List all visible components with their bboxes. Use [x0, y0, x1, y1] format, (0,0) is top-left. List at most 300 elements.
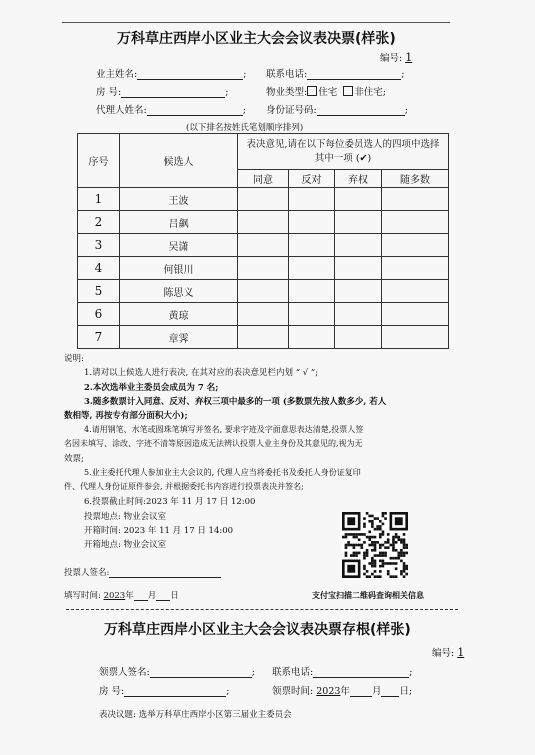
qr-module [355, 533, 358, 536]
qr-module [403, 533, 406, 536]
qr-module [363, 557, 366, 560]
row-no: 6 [78, 303, 120, 326]
row-no: 3 [78, 234, 120, 257]
owner-name-field[interactable] [137, 69, 243, 80]
qr-module [371, 520, 374, 523]
qr-module [368, 575, 371, 578]
qr-module [403, 554, 406, 557]
qr-module [390, 544, 393, 547]
candidate-name: 陈思义 [120, 280, 238, 303]
table-row [78, 257, 449, 280]
oppose-cell[interactable] [289, 257, 335, 280]
stub-phone-field[interactable] [313, 667, 409, 678]
qr-module [376, 541, 379, 544]
qr-module [395, 541, 398, 544]
qr-module [379, 575, 382, 578]
col-no-header: 序号 [78, 134, 120, 188]
receive-month-field[interactable] [350, 686, 372, 697]
qr-module [371, 557, 374, 560]
qr-module [384, 554, 387, 557]
qr-module [347, 533, 350, 536]
non-residential-label: 非住宅 [354, 87, 383, 98]
qr-module [371, 573, 374, 576]
qr-module [387, 570, 390, 573]
receive-time-row: 领票时间: 2023年 月 日; [272, 686, 413, 697]
col-abstain-header: 弃权 [335, 170, 382, 188]
agree-cell[interactable] [238, 257, 289, 280]
qr-module [376, 575, 379, 578]
qr-module [392, 546, 395, 549]
row-no: 1 [78, 188, 120, 211]
qr-module [366, 575, 369, 578]
note-line: 件、代理人身份证原件参会, 并根据委托书内容进行投票表决并签名; [64, 482, 304, 491]
qr-module [387, 538, 390, 541]
qr-module [403, 562, 406, 565]
qr-module [395, 536, 398, 539]
qr-module [397, 552, 400, 555]
fill-time-label: 填写时间: [64, 591, 101, 601]
qr-module [400, 552, 403, 555]
qr-module [395, 562, 398, 565]
qr-module [350, 533, 353, 536]
qr-module [376, 525, 379, 528]
qr-module [384, 512, 387, 515]
majority-cell[interactable] [382, 211, 449, 234]
qr-module [371, 536, 374, 539]
qr-caption: 支付宝扫描二维码查询相关信息 [312, 591, 424, 600]
serial-value: 1 [405, 51, 413, 64]
qr-module [387, 546, 390, 549]
qr-module [374, 562, 377, 565]
cut-line [66, 609, 458, 610]
qr-module [379, 546, 382, 549]
qr-module [384, 546, 387, 549]
qr-module [382, 554, 385, 557]
id-no-field[interactable] [317, 105, 405, 116]
receive-month-unit: 月 [371, 686, 382, 697]
qr-module [379, 552, 382, 555]
qr-module [382, 565, 385, 568]
qr-module [392, 541, 395, 544]
qr-module [368, 536, 371, 539]
qr-module [345, 552, 348, 555]
qr-module [403, 538, 406, 541]
qr-module [345, 554, 348, 557]
qr-module [403, 567, 406, 570]
qr-module [390, 562, 393, 565]
qr-module [387, 541, 390, 544]
qr-module [390, 557, 393, 560]
qr-module [355, 552, 358, 555]
qr-module [379, 536, 382, 539]
proxy-name-row: 代理人姓名: ; [96, 105, 246, 116]
note-line: 5.业主委托代理人参加业主大会议的, 代理人应当将委托书及委托人身份证复印 [84, 468, 361, 477]
col-agree-header: 同意 [238, 170, 289, 188]
note-line: 开箱时间: 2023 年 11 月 17 日 14:00 [84, 526, 234, 536]
stub-serial [432, 645, 464, 659]
qr-module [379, 533, 382, 536]
qr-module [353, 546, 356, 549]
qr-module [382, 515, 385, 518]
candidate-name: 王波 [120, 188, 238, 211]
qr-module [347, 565, 355, 573]
qr-module [403, 575, 406, 578]
abstain-cell[interactable] [335, 303, 382, 326]
receive-day-field[interactable] [381, 686, 399, 697]
abstain-cell[interactable] [335, 188, 382, 211]
abstain-cell[interactable] [335, 211, 382, 234]
qr-module [363, 541, 366, 544]
qr-module [345, 536, 348, 539]
qr-module [387, 573, 390, 576]
qr-module [379, 520, 382, 523]
note-line: 4.请用钢笔、水笔或圆珠笔填写并签名, 要求字迹及字面意思表达清楚,投票人签 [84, 425, 364, 434]
qr-module [384, 517, 387, 520]
receiver-sign-row: 领票人签名: ; [99, 667, 255, 678]
residential-label: 住宅 [318, 87, 338, 98]
qr-module [400, 554, 403, 557]
qr-module [345, 533, 348, 536]
qr-module [366, 570, 369, 573]
qr-module [397, 538, 400, 541]
qr-module [371, 565, 374, 568]
qr-module [397, 554, 400, 557]
oppose-cell[interactable] [289, 326, 335, 349]
receive-year: 2023 [316, 686, 341, 697]
majority-cell[interactable] [382, 303, 449, 326]
qr-module [379, 560, 382, 563]
residential-checkbox[interactable] [307, 86, 317, 96]
stub-motion: 表决议题: 选举万科草庄西岸小区第三届业主委员会 [99, 710, 292, 720]
qr-module [353, 544, 356, 547]
qr-module [384, 552, 387, 555]
qr-module [368, 515, 371, 518]
abstain-cell[interactable] [335, 326, 382, 349]
receive-day-unit: 日 [399, 686, 409, 697]
qr-module [374, 528, 377, 531]
qr-module [382, 512, 385, 515]
qr-module [355, 544, 358, 547]
qr-module [368, 538, 371, 541]
qr-module [358, 552, 361, 555]
qr-module [392, 562, 395, 565]
qr-module [405, 567, 408, 570]
qr-module [379, 525, 382, 528]
qr-module [387, 533, 390, 536]
qr-module [382, 530, 385, 533]
candidate-table [77, 133, 449, 349]
qr-module [374, 517, 377, 520]
room-field[interactable] [121, 87, 225, 98]
qr-module [371, 515, 374, 518]
proxy-name-field[interactable] [147, 105, 243, 116]
oppose-cell[interactable] [289, 211, 335, 234]
fill-year-unit: 年 [125, 591, 134, 601]
qr-module [360, 546, 363, 549]
majority-cell[interactable] [382, 326, 449, 349]
row-no: 2 [78, 211, 120, 234]
qr-module [376, 528, 379, 531]
qr-module [363, 552, 366, 555]
qr-module [379, 565, 382, 568]
voter-sign-label: 投票人签名: [64, 568, 110, 578]
qr-module [376, 554, 379, 557]
qr-module [345, 544, 348, 547]
qr-module [395, 533, 398, 536]
qr-module [400, 573, 403, 576]
qr-module [374, 544, 377, 547]
qr-module [392, 544, 395, 547]
qr-module [363, 567, 366, 570]
qr-module [379, 528, 382, 531]
qr-module [353, 533, 356, 536]
qr-code[interactable] [342, 512, 408, 578]
voter-sign-row [64, 566, 221, 578]
col-majority-header: 随多数 [382, 170, 449, 188]
qr-module [347, 517, 355, 525]
notes-label: 说明: [64, 354, 84, 364]
qr-module [374, 560, 377, 563]
qr-module [358, 538, 361, 541]
qr-module [395, 567, 398, 570]
agree-cell[interactable] [238, 280, 289, 303]
qr-module [371, 523, 374, 526]
qr-module [355, 536, 358, 539]
receive-year-unit: 年 [340, 686, 350, 697]
qr-module [342, 536, 345, 539]
qr-module [403, 552, 406, 555]
qr-module [368, 530, 371, 533]
phone-label: 联系电话: [266, 69, 308, 80]
qr-module [371, 560, 374, 563]
qr-module [397, 557, 400, 560]
agree-cell[interactable] [238, 211, 289, 234]
candidate-name: 吕飙 [120, 211, 238, 234]
qr-module [363, 533, 366, 536]
voter-sign-field[interactable] [109, 567, 221, 578]
qr-module [363, 554, 366, 557]
qr-module [384, 562, 387, 565]
qr-module [382, 562, 385, 565]
qr-module [374, 570, 377, 573]
qr-module [384, 541, 387, 544]
qr-module [363, 565, 366, 568]
qr-module [371, 549, 374, 552]
qr-module [371, 544, 374, 547]
candidate-name: 章霁 [120, 326, 238, 349]
phone-row: 联系电话: ; [266, 69, 405, 80]
oppose-cell[interactable] [289, 280, 335, 303]
qr-module [363, 573, 366, 576]
qr-module [405, 565, 408, 568]
qr-module [403, 546, 406, 549]
stub-phone-label: 联系电话: [272, 667, 314, 678]
serial-label: 编号: [380, 53, 403, 64]
agree-cell[interactable] [238, 234, 289, 257]
qr-module [395, 557, 398, 560]
stub-serial-value: 1 [457, 646, 465, 659]
qr-module [403, 570, 406, 573]
stub-title: 万科草庄西岸小区业主大会会议表决票存根(样张) [104, 622, 411, 638]
row-no: 7 [78, 326, 120, 349]
agree-cell[interactable] [238, 326, 289, 349]
receiver-sign-label: 领票人签名: [99, 667, 150, 678]
qr-module [382, 523, 385, 526]
stub-room-row: 房 号: ; [99, 686, 230, 697]
opinion-header: 表决意见,请在以下每位委员选人的四项中选择其中一项 (✔) [238, 134, 449, 170]
table-row [78, 326, 449, 349]
qr-module [379, 554, 382, 557]
qr-module [358, 544, 361, 547]
qr-module [371, 541, 374, 544]
qr-module [392, 557, 395, 560]
note-line: 开箱地点: 物业会议室 [84, 540, 167, 550]
qr-module [382, 560, 385, 563]
qr-module [374, 546, 377, 549]
qr-module [395, 575, 398, 578]
stub-room-field[interactable] [124, 686, 226, 697]
owner-name-row: 业主姓名: ; [96, 69, 247, 80]
table-header-row [78, 134, 449, 170]
qr-module [374, 549, 377, 552]
qr-module [350, 554, 353, 557]
note-line: 投票地点: 物业会议室 [84, 512, 167, 522]
qr-module [353, 554, 356, 557]
candidate-name: 吴潇 [120, 234, 238, 257]
property-type-row: 物业类型: 住宅 非住宅; [266, 87, 386, 98]
stub-serial-label: 编号: [432, 648, 455, 659]
qr-module [392, 538, 395, 541]
note-line: 1.请对以上候选人进行表决, 在其对应的表决意见栏内划 “ √ ”; [84, 368, 319, 378]
qr-module [347, 541, 350, 544]
qr-module [350, 544, 353, 547]
room-label: 房 号: [96, 87, 122, 98]
note-line: 6.投票截止时间:2023 年 11 月 17 日 12:00 [84, 497, 256, 507]
col-oppose-header: 反对 [289, 170, 335, 188]
qr-module [366, 512, 369, 515]
fill-month-field[interactable] [134, 590, 148, 601]
qr-module [374, 565, 377, 568]
qr-module [405, 544, 408, 547]
qr-module [403, 544, 406, 547]
fill-month-unit: 月 [147, 591, 157, 601]
table-row [78, 234, 449, 257]
majority-cell[interactable] [382, 188, 449, 211]
qr-module [374, 536, 377, 539]
receiver-sign-field[interactable] [150, 667, 252, 678]
fill-year: 2023 [103, 591, 126, 601]
col-candidate-header: 候选人 [120, 134, 238, 188]
room-row: 房 号: ; [96, 87, 229, 98]
ballot-title: 万科草庄西岸小区业主大会会议表决票(样张) [117, 31, 396, 47]
fill-time-row [64, 589, 179, 601]
qr-module [363, 525, 366, 528]
table-row [78, 188, 449, 211]
qr-module [392, 536, 395, 539]
oppose-cell[interactable] [289, 234, 335, 257]
qr-module [405, 552, 408, 555]
qr-module [371, 525, 374, 528]
qr-module [403, 565, 406, 568]
qr-module [395, 549, 398, 552]
proxy-name-label: 代理人姓名: [96, 105, 147, 116]
qr-module [374, 541, 377, 544]
qr-module [366, 554, 369, 557]
qr-module [397, 536, 400, 539]
qr-module [368, 520, 371, 523]
sort-note: (以下排名按姓氏笔划顺序排列) [186, 123, 304, 133]
qr-module [395, 517, 403, 525]
qr-module [353, 536, 356, 539]
qr-module [400, 538, 403, 541]
oppose-cell[interactable] [289, 303, 335, 326]
owner-name-label: 业主姓名: [96, 69, 138, 80]
qr-module [368, 544, 371, 547]
qr-module [366, 552, 369, 555]
qr-module [371, 562, 374, 565]
table-row [78, 280, 449, 303]
id-no-label: 身份证号码: [266, 105, 317, 116]
abstain-cell[interactable] [335, 234, 382, 257]
qr-module [400, 560, 403, 563]
phone-field[interactable] [307, 69, 401, 80]
agree-cell[interactable] [238, 188, 289, 211]
majority-cell[interactable] [382, 257, 449, 280]
stub-room-label: 房 号: [99, 686, 125, 697]
qr-module [360, 544, 363, 547]
table-row [78, 211, 449, 234]
qr-module [363, 517, 366, 520]
qr-module [360, 533, 363, 536]
qr-module [347, 544, 350, 547]
qr-module [390, 575, 393, 578]
table-row [78, 303, 449, 326]
qr-module [405, 546, 408, 549]
candidate-name: 黄琼 [120, 303, 238, 326]
qr-module [379, 544, 382, 547]
fill-day-field[interactable] [156, 590, 170, 601]
note-line: 3.随多数票计入同意、反对、弃权三项中最多的一项 (多数票先按人数多少, 若人 [84, 397, 387, 407]
qr-module [353, 552, 356, 555]
oppose-cell[interactable] [289, 188, 335, 211]
id-no-row: 身份证号码: ; [266, 105, 408, 116]
agree-cell[interactable] [238, 303, 289, 326]
qr-module [379, 570, 382, 573]
qr-module [368, 562, 371, 565]
majority-cell[interactable] [382, 280, 449, 303]
qr-module [400, 570, 403, 573]
abstain-cell[interactable] [335, 257, 382, 280]
qr-module [366, 549, 369, 552]
row-no: 4 [78, 257, 120, 280]
majority-cell[interactable] [382, 234, 449, 257]
property-type-label: 物业类型: [266, 87, 308, 98]
qr-module [363, 523, 366, 526]
qr-module [345, 546, 348, 549]
note-line: 数相等, 再按专有部分面积大小); [64, 411, 188, 421]
abstain-cell[interactable] [335, 280, 382, 303]
candidate-name: 何银川 [120, 257, 238, 280]
qr-module [382, 552, 385, 555]
qr-module [392, 549, 395, 552]
qr-module [376, 517, 379, 520]
receive-time-label: 领票时间: [272, 686, 314, 697]
non-residential-checkbox[interactable] [343, 86, 353, 96]
qr-module [392, 575, 395, 578]
note-line: 效票; [64, 454, 84, 464]
qr-module [400, 541, 403, 544]
row-no: 5 [78, 280, 120, 303]
